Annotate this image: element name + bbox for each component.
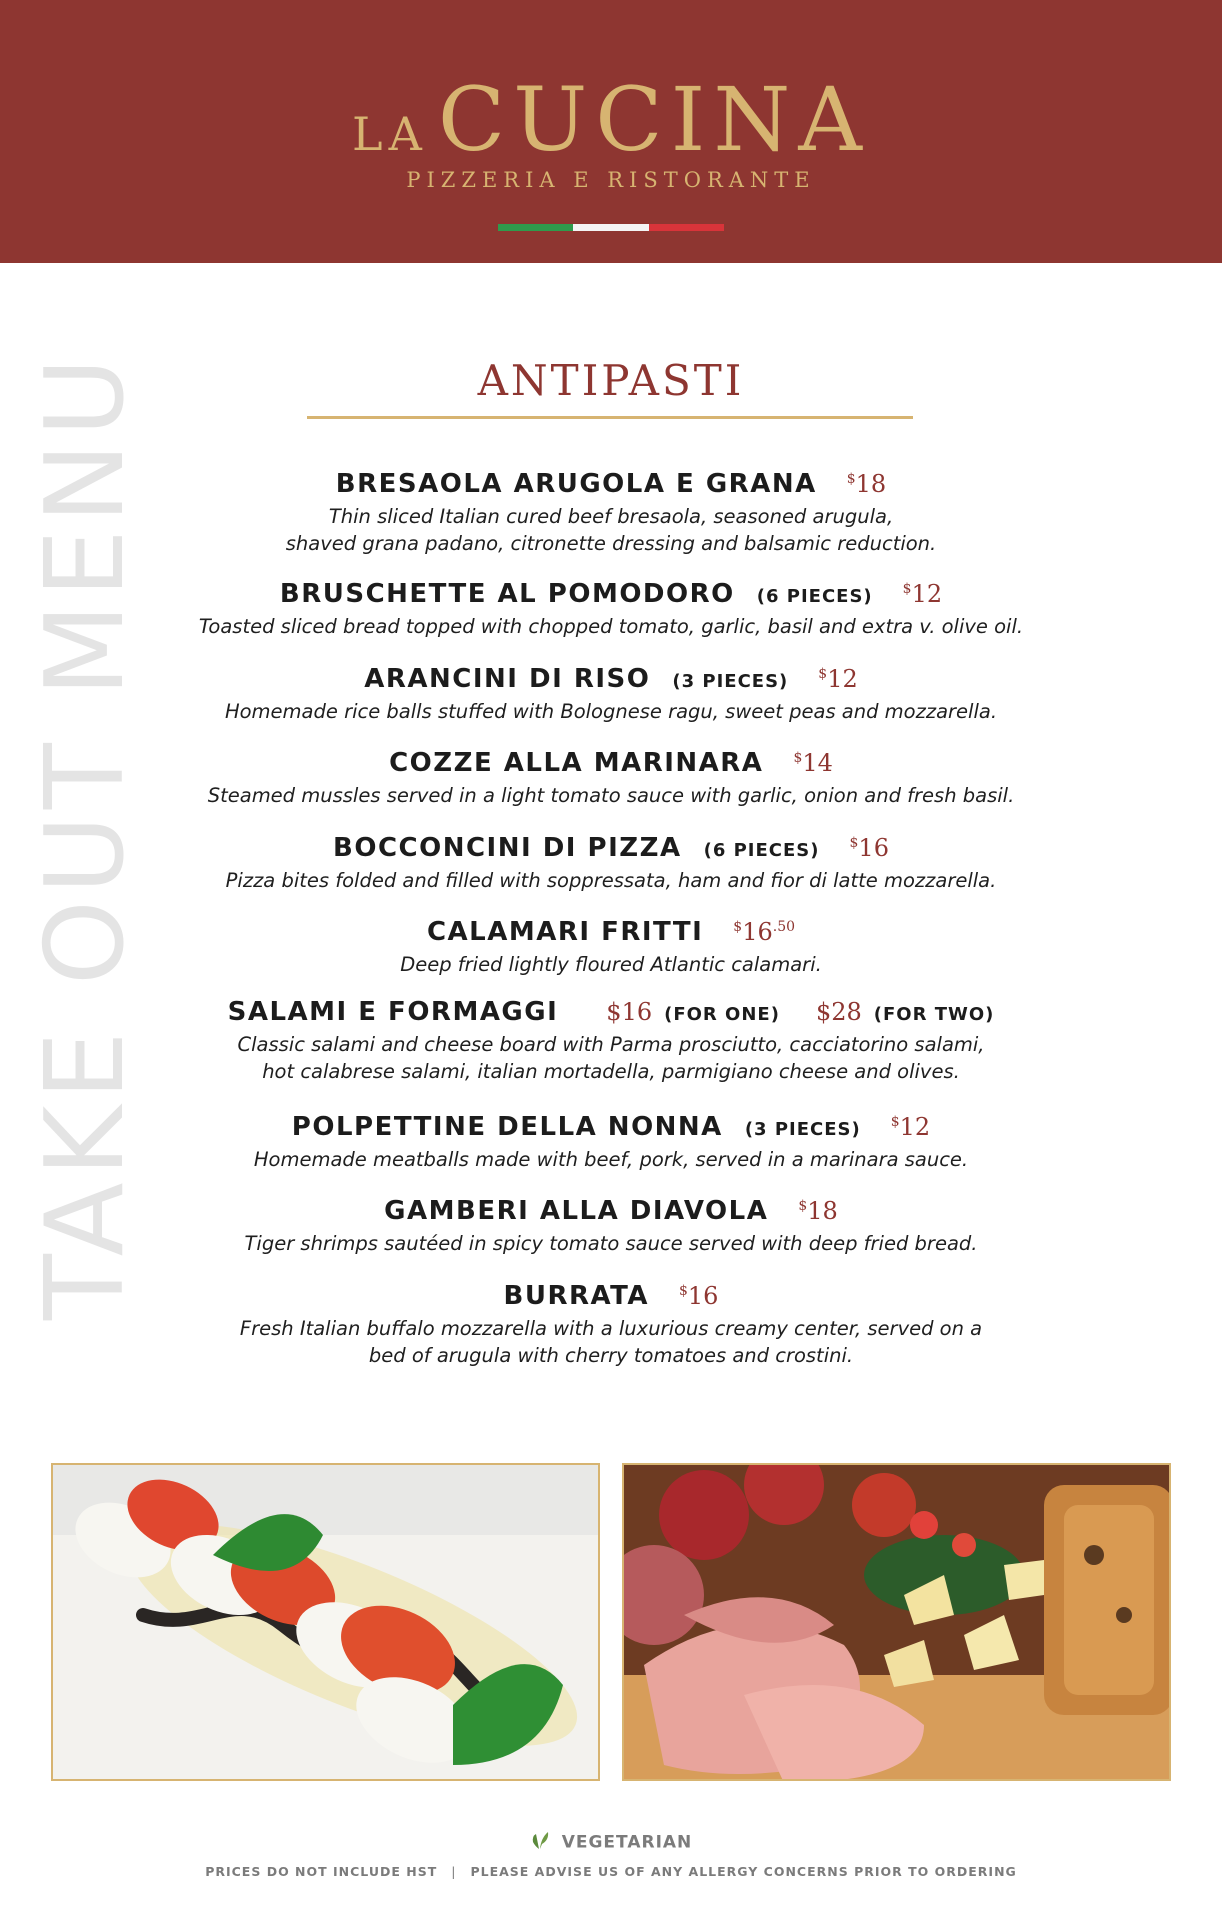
item-description: Classic salami and cheese board with Parma prosciutto, cacciatorino salami,	[237, 1033, 985, 1056]
menu-item	[140, 1190, 1082, 1257]
allergy-note: PLEASE ADVISE US OF ANY ALLERGY CONCERNS PRIOR TO ORDERING	[470, 1864, 1017, 1879]
italian-flag-stripe	[498, 224, 724, 231]
vegetarian-legend	[0, 1830, 1222, 1855]
menu-item	[140, 996, 1082, 1085]
vegetarian-label: VEGETARIAN	[561, 1832, 693, 1853]
item-description: Thin sliced Italian cured beef bresaola, seasoned arugula,	[328, 505, 894, 528]
item-description: Homemade rice balls stuffed with Bolognese ragu, sweet peas and mozzarella.	[224, 700, 998, 723]
item-name: BRESAOLA ARUGOLA E GRANA	[335, 469, 817, 499]
item-quantity: (6 PIECES)	[703, 840, 820, 861]
item-name: COZZE ALLA MARINARA	[389, 748, 764, 778]
section-title: ANTIPASTI	[477, 356, 745, 405]
menu-item	[140, 1106, 1082, 1173]
item-description: Homemade meatballs made with beef, pork, served in a marinara sauce.	[253, 1148, 969, 1171]
item-description: Steamed mussles served in a light tomato sauce with garlic, onion and fresh basil.	[207, 784, 1015, 807]
item-quantity: (6 PIECES)	[756, 586, 873, 607]
menu-item	[140, 1275, 1082, 1369]
menu-item	[140, 658, 1082, 725]
item-name: CALAMARI FRITTI	[426, 917, 704, 947]
menu-item	[140, 742, 1082, 809]
item-price: $12	[902, 580, 943, 608]
item-description: Fresh Italian buffalo mozzarella with a luxurious creamy center, served on a	[239, 1317, 983, 1340]
item-description: Deep fried lightly floured Atlantic calamari.	[400, 953, 822, 976]
logo-tagline: PIZZERIA E RISTORANTE	[406, 168, 816, 192]
item-description: bed of arugula with cherry tomatoes and crostini.	[368, 1344, 854, 1367]
item-price: $16	[849, 834, 889, 862]
item-name: ARANCINI DI RISO	[364, 664, 651, 694]
item-price: $14	[793, 749, 833, 777]
header-banner	[0, 0, 1222, 263]
menu-item	[140, 911, 1082, 978]
item-price: $18	[798, 1197, 838, 1225]
take-out-menu-vertical-title: TAKE OUT MENU	[23, 351, 148, 1320]
salami-formaggi-board-photo	[622, 1463, 1171, 1781]
item-description: Toasted sliced bread topped with chopped tomato, garlic, basil and extra v. olive oil.	[198, 615, 1024, 638]
item-price-for-one: $16	[606, 998, 653, 1026]
caprese-salad-photo	[51, 1463, 600, 1781]
logo-la: LA	[352, 107, 428, 161]
item-description: Tiger shrimps sautéed in spicy tomato sauce served with deep fried bread.	[244, 1232, 978, 1255]
logo-cucina: CUCINA	[437, 68, 870, 171]
footer-separator: |	[451, 1864, 457, 1879]
menu-item	[140, 827, 1082, 894]
menu-item	[140, 463, 1082, 557]
item-price: $^{\$}16^{.50}$	[733, 918, 796, 946]
item-name: SALAMI E FORMAGGI	[227, 997, 559, 1027]
item-description: hot calabrese salami, italian mortadella, parmigiano cheese and olives.	[262, 1060, 960, 1083]
item-price-for-two: $28	[815, 998, 862, 1026]
footer-notes	[0, 1864, 1222, 1879]
hst-note: PRICES DO NOT INCLUDE HST	[205, 1864, 438, 1879]
item-name: BRUSCHETTE AL POMODORO	[279, 579, 735, 609]
item-name: BURRATA	[503, 1281, 649, 1311]
item-price: $12	[818, 665, 858, 693]
item-quantity: (3 PIECES)	[672, 671, 789, 692]
item-description: shaved grana padano, citronette dressing and balsamic reduction.	[285, 532, 937, 555]
item-price-for-one-label: (FOR ONE)	[664, 1004, 780, 1025]
item-price-for-two-label: (FOR TWO)	[873, 1004, 995, 1025]
item-description: Pizza bites folded and filled with soppressata, ham and fior di latte mozzarella.	[225, 869, 997, 892]
item-name: GAMBERI ALLA DIAVOLA	[384, 1196, 769, 1226]
restaurant-logo	[0, 68, 1222, 171]
item-name: BOCCONCINI DI PIZZA	[333, 833, 682, 863]
item-price: $12	[890, 1113, 931, 1141]
section-divider	[307, 416, 913, 419]
item-name: POLPETTINE DELLA NONNA	[291, 1112, 723, 1142]
item-price: $18	[846, 470, 887, 498]
vegetarian-leaf-icon	[530, 1830, 550, 1855]
item-quantity: (3 PIECES)	[744, 1119, 861, 1140]
menu-item	[140, 573, 1082, 640]
item-price: $16	[678, 1282, 719, 1310]
